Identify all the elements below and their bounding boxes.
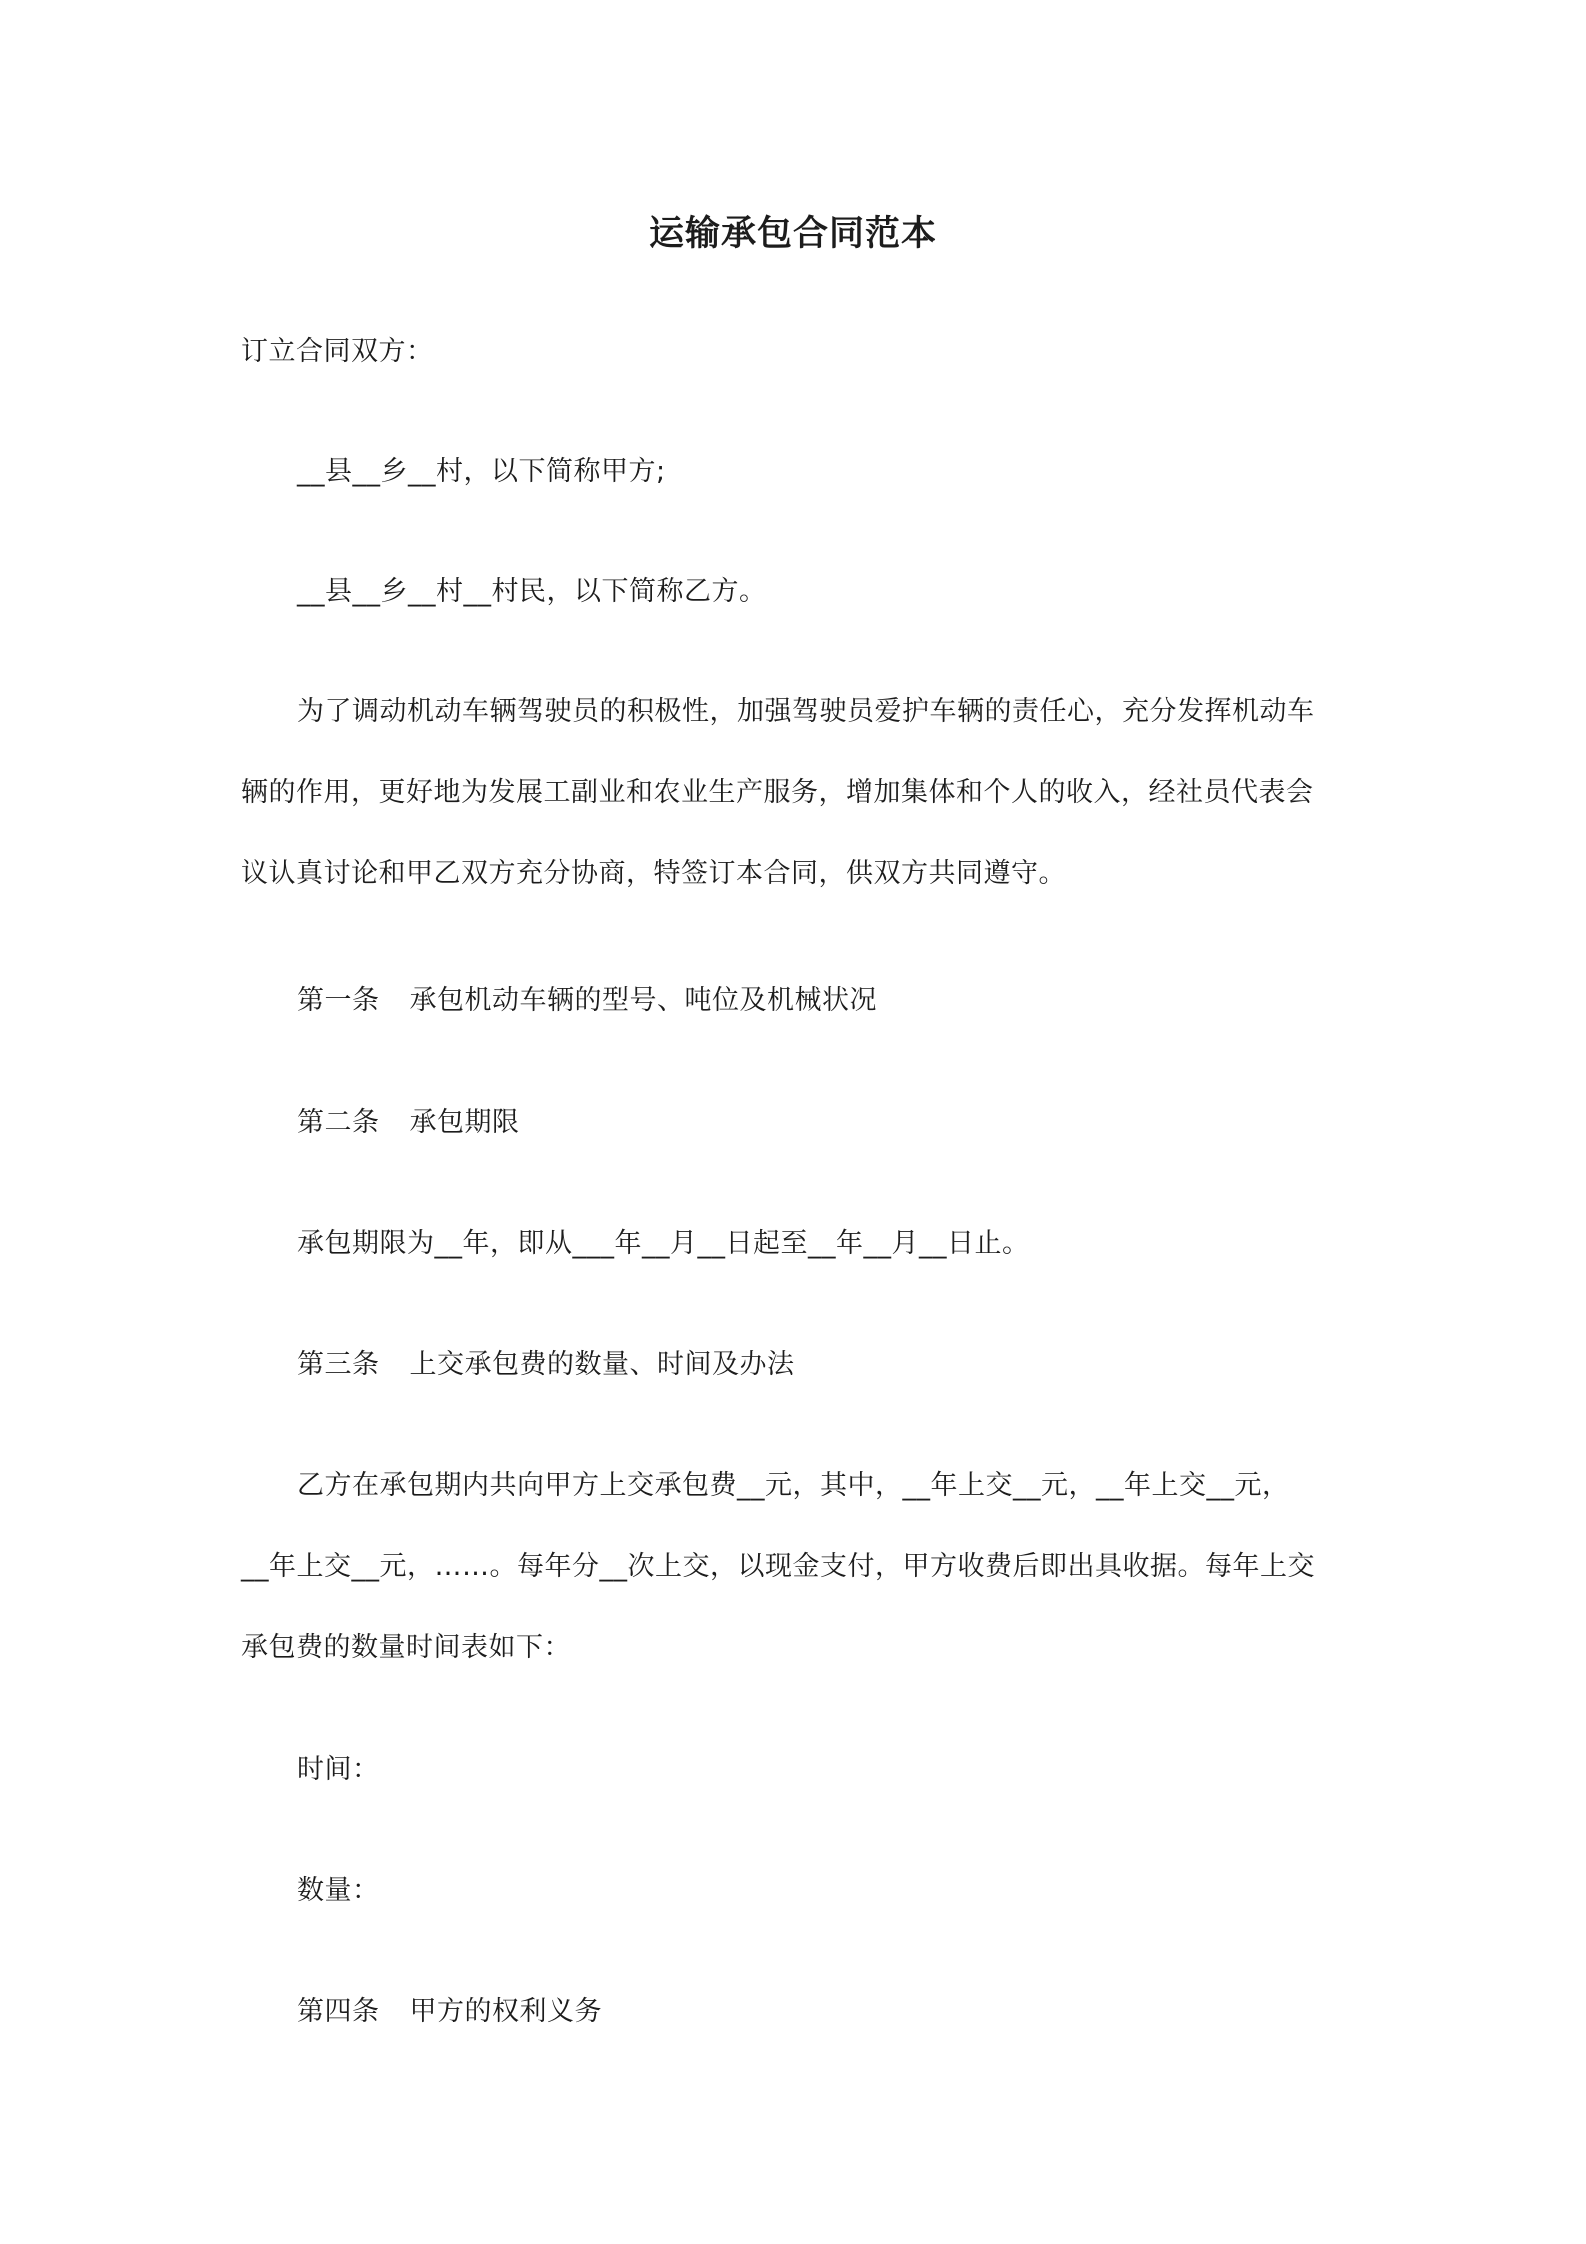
fee-text-line-2: __年上交__元，……。每年分__次上交，以现金支付，甲方收费后即出具收据。每年上交	[241, 1551, 1315, 1582]
article-1-title: 承包机动车辆的型号、吨位及机械状况	[409, 985, 877, 1016]
parties-heading: 订立合同双方：	[241, 336, 434, 367]
article-1-heading	[297, 981, 877, 1021]
time-label: 时间：	[297, 1754, 380, 1785]
article-3-number: 第三条	[297, 1349, 380, 1380]
article-1-number: 第一条	[297, 985, 380, 1016]
article-4-title: 甲方的权利义务	[409, 1996, 602, 2027]
article-3-title: 上交承包费的数量、时间及办法	[409, 1349, 795, 1380]
preamble-line-3: 议认真讨论和甲乙双方充分协商，特签订本合同，供双方共同遵守。	[241, 858, 1066, 889]
article-2-number: 第二条	[297, 1107, 380, 1138]
article-3-heading	[297, 1345, 795, 1385]
fee-text-line-1: 乙方在承包期内共向甲方上交承包费__元，其中，__年上交__元，__年上交__元，	[297, 1470, 1290, 1501]
article-4-heading	[297, 1992, 602, 2032]
party-b-line: __县__乡__村__村民，以下简称乙方。	[297, 576, 767, 607]
article-2-heading	[297, 1103, 520, 1143]
fee-text-line-3: 承包费的数量时间表如下：	[241, 1632, 571, 1663]
preamble-line-2: 辆的作用，更好地为发展工副业和农业生产服务，增加集体和个人的收入，经社员代表会	[241, 777, 1314, 808]
article-4-number: 第四条	[297, 1996, 380, 2027]
term-text: 承包期限为__年，即从___年__月__日起至__年__月__日止。	[297, 1228, 1030, 1259]
quantity-label: 数量：	[297, 1875, 380, 1906]
preamble-line-1: 为了调动机动车辆驾驶员的积极性，加强驾驶员爱护车辆的责任心，充分发挥机动车	[297, 696, 1315, 727]
party-a-line: __县__乡__村，以下简称甲方;	[297, 456, 666, 487]
document-title: 运输承包合同范本	[648, 214, 937, 254]
article-2-title: 承包期限	[409, 1107, 520, 1138]
